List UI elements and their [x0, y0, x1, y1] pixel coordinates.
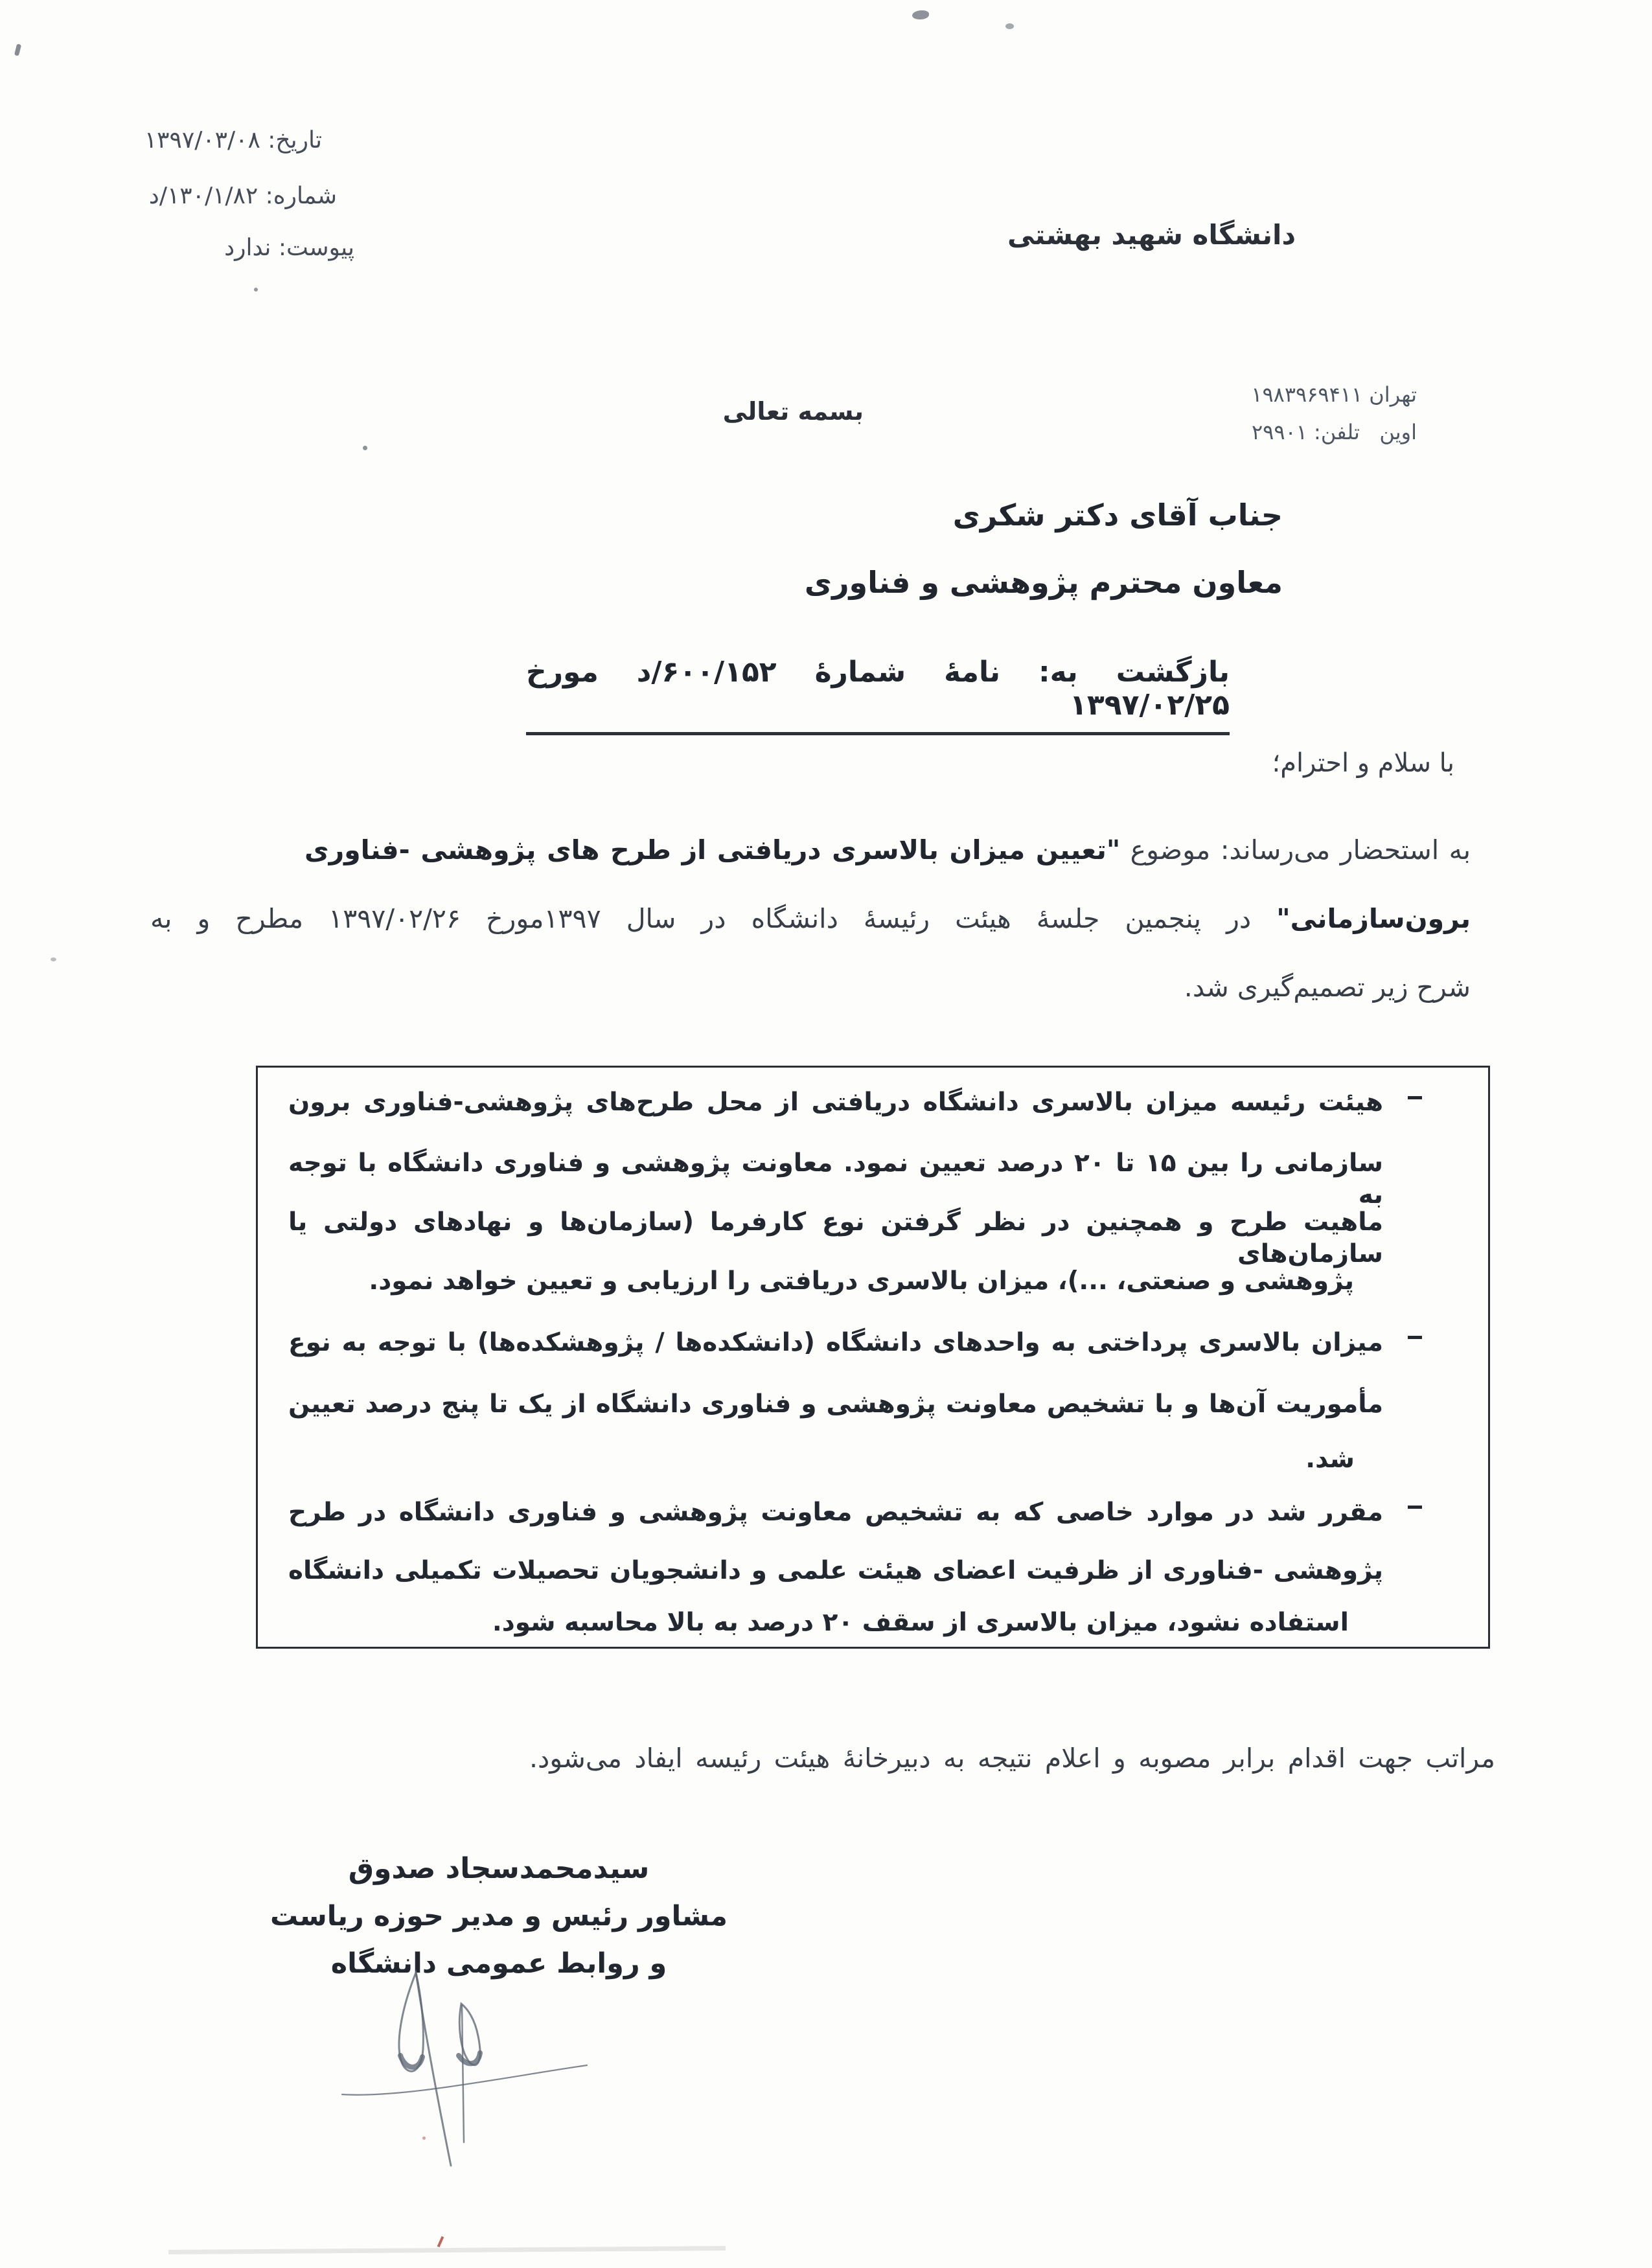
- decision-1-line-4: پژوهشی و صنعتی، ...)، میزان بالاسری دریافتی را ارزیابی و تعیین خواهد نمود.: [369, 1266, 1354, 1296]
- decision-3-line-1: مقرر شد در موارد خاصی که به تشخیص معاونت پژوهشی و فناوری دانشگاه در طرح: [288, 1498, 1383, 1527]
- red-dot-artifact: [422, 2136, 426, 2140]
- university-name: دانشگاه شهید بهشتی: [1007, 219, 1296, 251]
- recipient-title: معاون محترم پژوهشی و فناوری: [804, 565, 1283, 600]
- scan-artifact: [254, 288, 258, 292]
- paragraph-line-3: شرح زیر تصمیم‌گیری شد.: [1184, 972, 1471, 1003]
- scan-artifact: [363, 446, 367, 450]
- signature-strokes: [324, 1960, 596, 2251]
- paragraph-line-2-bold: برون‌سازمانی": [1276, 903, 1471, 934]
- besmellah: بسمه تعالی: [722, 397, 864, 426]
- closing-line: مراتب جهت اقدام برابر مصوبه و اعلام نتیجه به دبیرخانهٔ هیئت رئیسه ایفاد می‌شود.: [529, 1743, 1495, 1774]
- decision-1-line-2: سازمانی را بین ۱۵ تا ۲۰ درصد تعیین نمود. معاونت پژوهشی و فناوری دانشگاه با توجه به: [288, 1149, 1383, 1209]
- decision-3-line-2: پژوهشی -فناوری از ظرفیت اعضای هیئت علمی و دانشجویان تحصیلات تکمیلی دانشگاه: [288, 1556, 1383, 1585]
- letter-date: تاریخ: ۱۳۹۷/۰۳/۰۸: [144, 127, 322, 154]
- paragraph-line-1-regular: به استحضار می‌رساند: موضوع: [1120, 834, 1471, 865]
- paragraph-line-2-regular: در پنجمین جلسهٔ هیئت رئیسهٔ دانشگاه در سال ۱۳۹۷مورخ ۱۳۹۷/۰۲/۲۶ مطرح و به: [150, 903, 1277, 934]
- decision-2-line-1: میزان بالاسری پرداختی به واحدهای دانشگاه (دانشکده‌ها / پژوهشکده‌ها) با توجه به نوع: [288, 1328, 1383, 1357]
- letter-number: شماره: ۱۳۰/۱/۸۲/د: [148, 183, 337, 209]
- paragraph-line-1: [304, 833, 1471, 867]
- paragraph-line-1-bold: "تعیین میزان بالاسری دریافتی از طرح های پژوهشی -فناوری: [304, 834, 1121, 865]
- decision-2-line-3: شد.: [1305, 1445, 1355, 1474]
- scan-artifact: [912, 10, 929, 19]
- scan-artifact: [14, 43, 21, 56]
- letter-attachment: پیوست: ندارد: [224, 235, 354, 261]
- handwritten-signature: [324, 1960, 596, 2251]
- decision-1-line-3: ماهیت طرح و همچنین در نظر گرفتن نوع کارفرما (سازمان‌ها و نهادهای دولتی یا سازمان‌های: [288, 1208, 1383, 1268]
- recipient-name: جناب آقای دکتر شکری: [952, 498, 1283, 533]
- scan-artifact: [51, 957, 56, 961]
- scan-artifact: [1005, 23, 1014, 29]
- signer-name: سیدمحمدسجاد صدوق: [348, 1852, 650, 1885]
- bullet-dash: [1408, 1336, 1422, 1339]
- decisions-box: [256, 1066, 1490, 1649]
- subject-line: بازگشت به: نامهٔ شمارهٔ ۶۰۰/۱۵۲/د مورخ ۱۳۹۷/۰۲/۲۵: [526, 656, 1230, 735]
- signer-title-1: مشاور رئیس و مدیر حوزه ریاست: [270, 1900, 728, 1932]
- signer-title-2: و روابط عمومی دانشگاه: [330, 1947, 667, 1980]
- bullet-dash: [1408, 1506, 1422, 1509]
- bullet-dash: [1408, 1096, 1422, 1099]
- letterhead-phone: اوین تلفن: ۲۹۹۰۱: [1251, 420, 1417, 444]
- decision-2-line-2: مأموریت آن‌ها و با تشخیص معاونت پژوهشی و فناوری دانشگاه از یک تا پنج درصد تعیین: [288, 1390, 1383, 1419]
- decision-1-line-1: هیئت رئیسه میزان بالاسری دانشگاه دریافتی از محل طرح‌های پژوهشی-فناوری برون: [288, 1088, 1383, 1117]
- decision-3-line-3: استفاده نشود، میزان بالاسری از سقف ۲۰ درصد به بالا محاسبه شود.: [492, 1608, 1349, 1637]
- letterhead-address: تهران ۱۹۸۳۹۶۹۴۱۱: [1251, 382, 1417, 407]
- salutation: با سلام و احترام؛: [1272, 748, 1454, 778]
- paragraph-line-2: [150, 902, 1471, 936]
